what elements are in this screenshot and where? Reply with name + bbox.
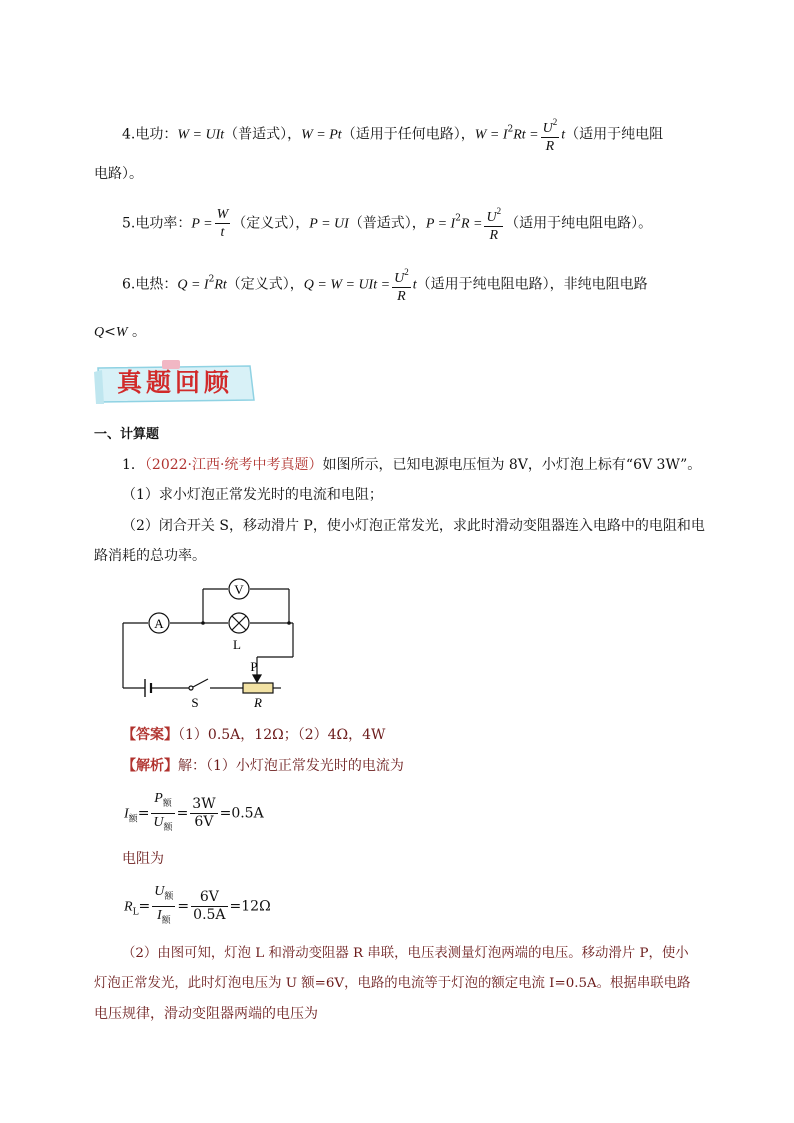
line6-f2: Q = W = UIt = — [303, 277, 391, 293]
line5-fraction-1: $\frac{W}{t}$ — [216, 207, 229, 240]
formula-line-5: 5.电功率：P = $\frac{W}{t}$ （定义式），P = UI（普适式），$P = I^2R$ = $\frac{U^2}{R}$ （适用于纯电阻电路）。 — [122, 203, 652, 244]
line5-n2: （普适式）， — [348, 215, 426, 232]
line4-t: t — [561, 127, 566, 143]
formula-line-4 — [122, 114, 663, 155]
line4-f3: W = I — [474, 127, 508, 143]
line5-f2: P = UI — [309, 216, 349, 232]
question-source: （2022·江西·统考中考真题） — [144, 457, 323, 473]
question-stem — [122, 455, 701, 475]
answer-line — [122, 725, 385, 745]
analysis-part-2c: 电压规律，滑动变阻器两端的电压为 — [94, 1006, 318, 1022]
formula-line-6-cont: Q<W 。 — [94, 324, 146, 340]
voltmeter-label: V — [234, 582, 244, 597]
question-part-1: （1）求小灯泡正常发光时的电流和电阻； — [122, 487, 383, 503]
question-number: 1． — [122, 457, 145, 473]
review-banner — [92, 360, 258, 406]
lamp-icon — [229, 613, 249, 633]
line4-n3: （适用于纯电阻 — [565, 126, 664, 143]
banner-title: 真题回顾 — [116, 368, 233, 397]
analysis-part-2b: 灯泡正常发光，此时灯泡电压为 U 额=6V，电路的电流等于灯泡的额定电流 I=0.5A。根据串联电路 — [94, 976, 691, 991]
analysis-line — [122, 756, 404, 776]
analysis-label: 【解析】 — [122, 758, 178, 774]
answer-label: 【答案】 — [122, 727, 178, 743]
line6-fraction: $\frac{U^2}{R}$ — [392, 264, 411, 305]
line6-n1: （定义式）， — [226, 276, 304, 293]
lamp-label: L — [233, 637, 241, 652]
switch-label: S — [191, 695, 199, 710]
line6-prefix: 6.电热： — [122, 276, 178, 293]
equation-resistance: $R_L=$ $\frac{U_额}{I_额}$ = $\frac{6V}{0.5A}$ =12Ω — [124, 884, 271, 926]
resistance-label: 电阻为 — [122, 851, 164, 867]
question-part-2b: 路消耗的总功率。 — [94, 548, 206, 564]
question-part-2a: （2）闭合开关 S，移动滑片 P，使小灯泡正常发光，求此时滑动变阻器连入电路中的电阻和电 — [122, 518, 705, 534]
resistor-icon — [243, 683, 273, 693]
resistor-label: R — [254, 695, 262, 710]
line6-f1b: Rt — [214, 277, 227, 293]
circuit-diagram — [115, 575, 305, 710]
answer-text: （1）0.5A，12Ω；（2）4Ω，4W — [178, 727, 386, 743]
analysis-part-2a: （2）由图可知，灯泡 L 和滑动变阻器 R 串联，电压表测量灯泡两端的电压。移动滑片 P，使小 — [122, 946, 689, 961]
line5-fraction-2: $\frac{U^2}{R}$ — [484, 203, 503, 244]
equation-current: $I_额=$ $\frac{P_额}{U_额}$ = $\frac{3W}{6V}$ =0.5A — [124, 791, 264, 833]
line6-f1: Q = I — [177, 277, 209, 293]
line4-n1: （普适式）， — [224, 126, 302, 143]
line4-f2: W = Pt — [301, 127, 342, 143]
line4-fraction: $\frac{U^2}{R}$ — [541, 114, 560, 155]
line6-n2: （适用于纯电阻电路），非纯电阻电路 — [416, 276, 648, 293]
line5-n3: （适用于纯电阻电路）。 — [505, 215, 653, 232]
line4-n2: （适用于任何电路）， — [341, 126, 475, 143]
formula-line-4-cont: 电路）。 — [94, 166, 143, 182]
line5-prefix: 5.电功率： — [122, 215, 192, 232]
line4-f3b: Rt = — [513, 127, 539, 143]
line4-prefix: 4.电功： — [122, 126, 178, 143]
slider-label: P — [250, 659, 258, 674]
line4-f1: W = UIt — [177, 127, 225, 143]
formula-line-6: 6.电热：$Q = I^2Rt$（定义式），Q = W = UIt = $\frac{U^2}{R}$ t（适用于纯电阻电路），非纯电阻电路 — [122, 264, 648, 305]
line5-f1: P = — [191, 216, 213, 232]
analysis-text: 解：（1）小灯泡正常发光时的电流为 — [178, 758, 404, 774]
line5-n1: （定义式）， — [232, 215, 310, 232]
ammeter-label: A — [154, 616, 164, 631]
line5-f3b: R = — [460, 216, 483, 232]
line5-f3: P = I — [425, 216, 456, 232]
line4-sup: 2 — [507, 124, 514, 135]
section-title: 一、计算题 — [94, 427, 160, 442]
question-text: 如图所示，已知电源电压恒为 8V，小灯泡上标有“6V 3W”。 — [322, 457, 702, 473]
